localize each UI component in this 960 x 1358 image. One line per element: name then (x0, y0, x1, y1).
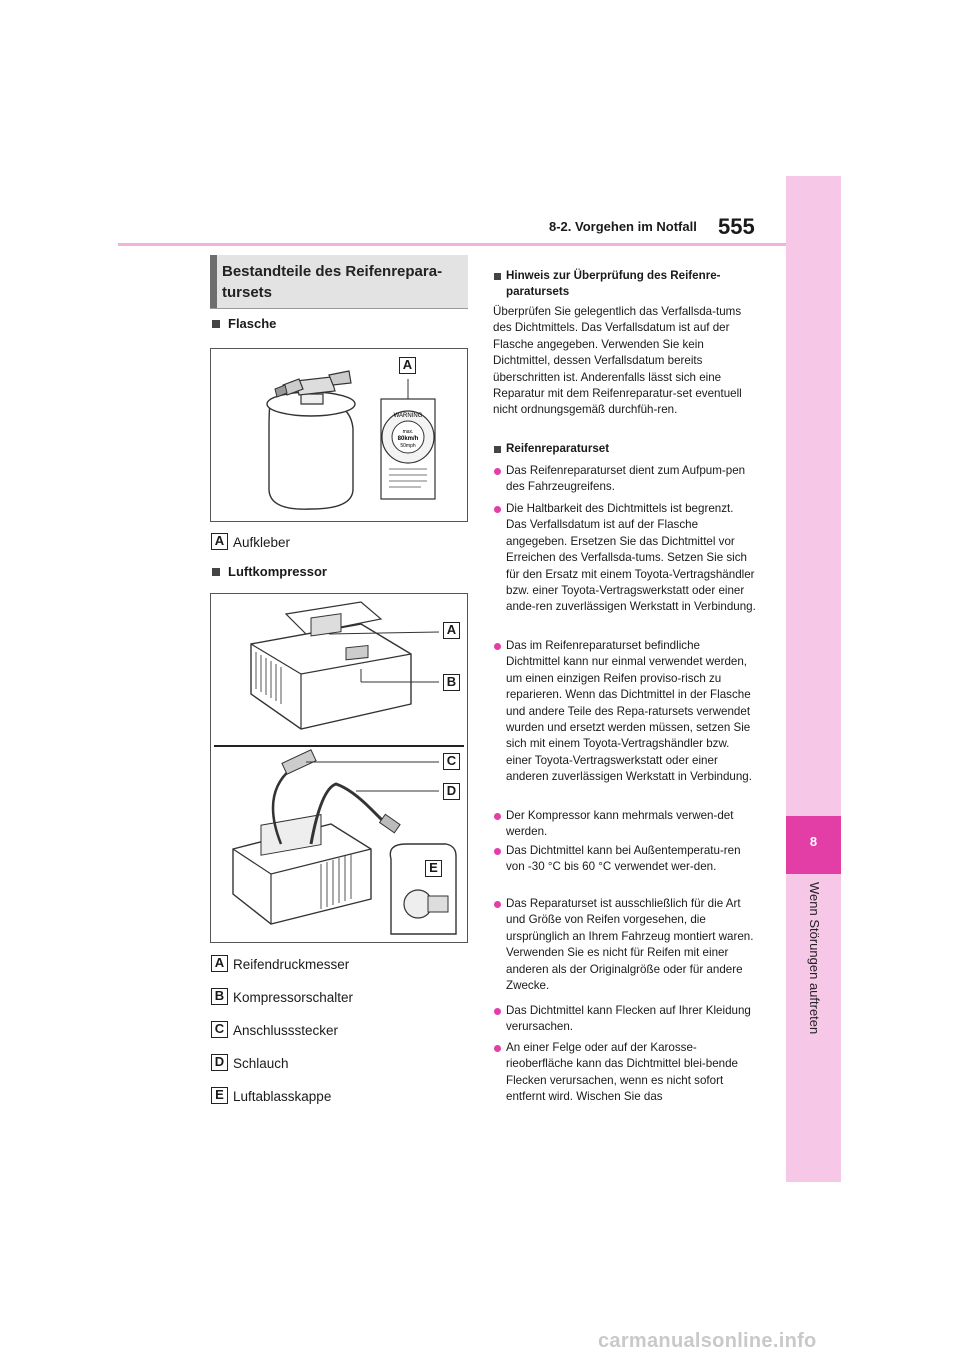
bullet-text-4: Der Kompressor kann mehrmals verwen-det werden. (506, 809, 734, 839)
bullet-dot-icon (494, 1008, 501, 1015)
chapter-number: 8 (809, 834, 818, 849)
legend-text-schlauch: Schlauch (233, 1056, 289, 1071)
bullet-dot-icon (494, 813, 501, 820)
bullet-dot-icon (494, 901, 501, 908)
bullet-dot-icon (494, 506, 501, 513)
box-heading-text: Bestandteile des Reifenrepara-tursets (222, 263, 443, 301)
chapter-title-container (800, 882, 830, 1082)
callout-a-kompressor: A (443, 622, 460, 639)
callout-d-kompressor: D (443, 783, 460, 800)
legend-text-kompressorschalter: Kompressorschalter (233, 990, 354, 1005)
bullet-dot-icon (494, 643, 501, 650)
bullet-text-2: Die Haltbarkeit des Dichtmittels ist begrenzt. Das Verfallsdatum ist auf der Flasche angegeben. Ersetzen Sie das Dichtmittel vor Erreichen des Verfallsda-tums. Setzen Sie sich für den Ersatz mit einem Toyota-Vertragshändler bzw. einer Toyota-Vertragswerkstatt oder einer ande-ren zuverlässigen Werkstatt in Verbindung. (506, 502, 756, 614)
legend-label-b: B (211, 988, 228, 1005)
chapter-title: Wenn Störungen auftreten (807, 882, 822, 1035)
callout-e-kompressor: E (425, 860, 442, 877)
subhead-flasche: Flasche (228, 316, 277, 331)
bullet-text-7: Das Dichtmittel kann Flecken auf Ihrer Kleidung verursachen. (506, 1004, 751, 1034)
watermark: carmanualsonline.info (598, 1330, 817, 1352)
sticker-max-text: max. (402, 429, 414, 435)
sticker-kmh-text: 80km/h (397, 436, 419, 442)
bullet-text-8: An einer Felge oder auf der Karosse-rieoberfläche kann das Dichtmittel blei-bende Flecken verursachen, wenn es nicht sofort entfernt wird. Wischen Sie das (506, 1041, 739, 1104)
callout-b-kompressor: B (443, 674, 460, 691)
legend-text-anschlussstecker: Anschlussstecker (233, 1023, 339, 1038)
bullet-dot-icon (494, 848, 501, 855)
subhead-luftkompressor: Luftkompressor (228, 564, 327, 579)
callout-a-flasche: A (399, 357, 416, 374)
legend-label-c: C (211, 1021, 228, 1038)
bullet-text-1: Das Reifenreparaturset dient zum Aufpum-pen des Fahrzeugreifens. (506, 464, 746, 494)
figure-luftkompressor (210, 593, 468, 943)
bullet-text-6: Das Reparaturset ist ausschließlich für die Art und Größe von Reifen vorgesehen, die ursprünglich an Ihrem Fahrzeug montiert waren. Verwenden Sie es nicht für Reifen mit einer anderen als der Originalgröße oder für andere Zwecke. (506, 897, 754, 993)
square-bullet-icon (212, 320, 220, 328)
square-bullet-icon (494, 273, 501, 280)
legend-label-e: E (211, 1087, 228, 1104)
legend-label-d: D (211, 1054, 228, 1071)
legend-label-a: A (211, 533, 228, 550)
square-bullet-icon (494, 446, 501, 453)
legend-text-reifendruckmesser: Reifendruckmesser (233, 957, 350, 972)
figure-flasche (210, 348, 468, 522)
sticker-warning-text: WARNING (393, 413, 423, 419)
hinweis-title: Hinweis zur Überprüfung des Reifenre-paratursets (506, 269, 721, 298)
header-rule (118, 243, 786, 246)
legend-text-aufkleber: Aufkleber (233, 535, 291, 550)
bullet-dot-icon (494, 468, 501, 475)
bullet-text-5: Das Dichtmittel kann bei Außentemperatu-ren von -30 °C bis 60 °C verwendet wer-den. (506, 844, 741, 874)
bottle-illustration (211, 349, 467, 521)
hinweis-text: Überprüfen Sie gelegentlich das Verfallsda-tums des Dichtmittels. Das Verfallsdatum ist auf der Flasche angegeben. Verwenden Sie kein Dichtmittel, dessen Verfallsdatum bereits überschritten ist. Anderenfalls lässt sich eine Reparatur mit dem Reifenreparatur-set eventuell nicht ordnungsgemäß durchfüh-ren. (493, 305, 742, 417)
legend-label-a: A (211, 955, 228, 972)
bullet-dot-icon (494, 1045, 501, 1052)
legend-text-luftablasskappe: Luftablasskappe (233, 1089, 332, 1104)
sticker-mph-text: 50mph (400, 443, 416, 449)
page-number: 555 (718, 214, 755, 239)
heading-rule (210, 308, 468, 309)
callout-c-kompressor: C (443, 753, 460, 770)
reparatur-title: Reifenreparaturset (506, 442, 610, 455)
compressor-illustration (211, 594, 467, 942)
square-bullet-icon (212, 568, 220, 576)
section-title: 8-2. Vorgehen im Notfall (549, 219, 697, 234)
bullet-text-3: Das im Reifenreparaturset befindliche Dichtmittel kann nur einmal verwendet werden, um einen einzigen Reifen proviso-risch zu reparieren. Wenn das Dichtmittel in der Flasche und andere Teile des Repa-ratursets verwendet wurden und ersetzt werden müssen, setzen Sie sich mit einem Toyota-Vertragshändler bzw. einer Toyota-Vertragswerkstatt oder einer anderen zuverlässigen Werkstatt in Verbindung. (506, 639, 752, 784)
